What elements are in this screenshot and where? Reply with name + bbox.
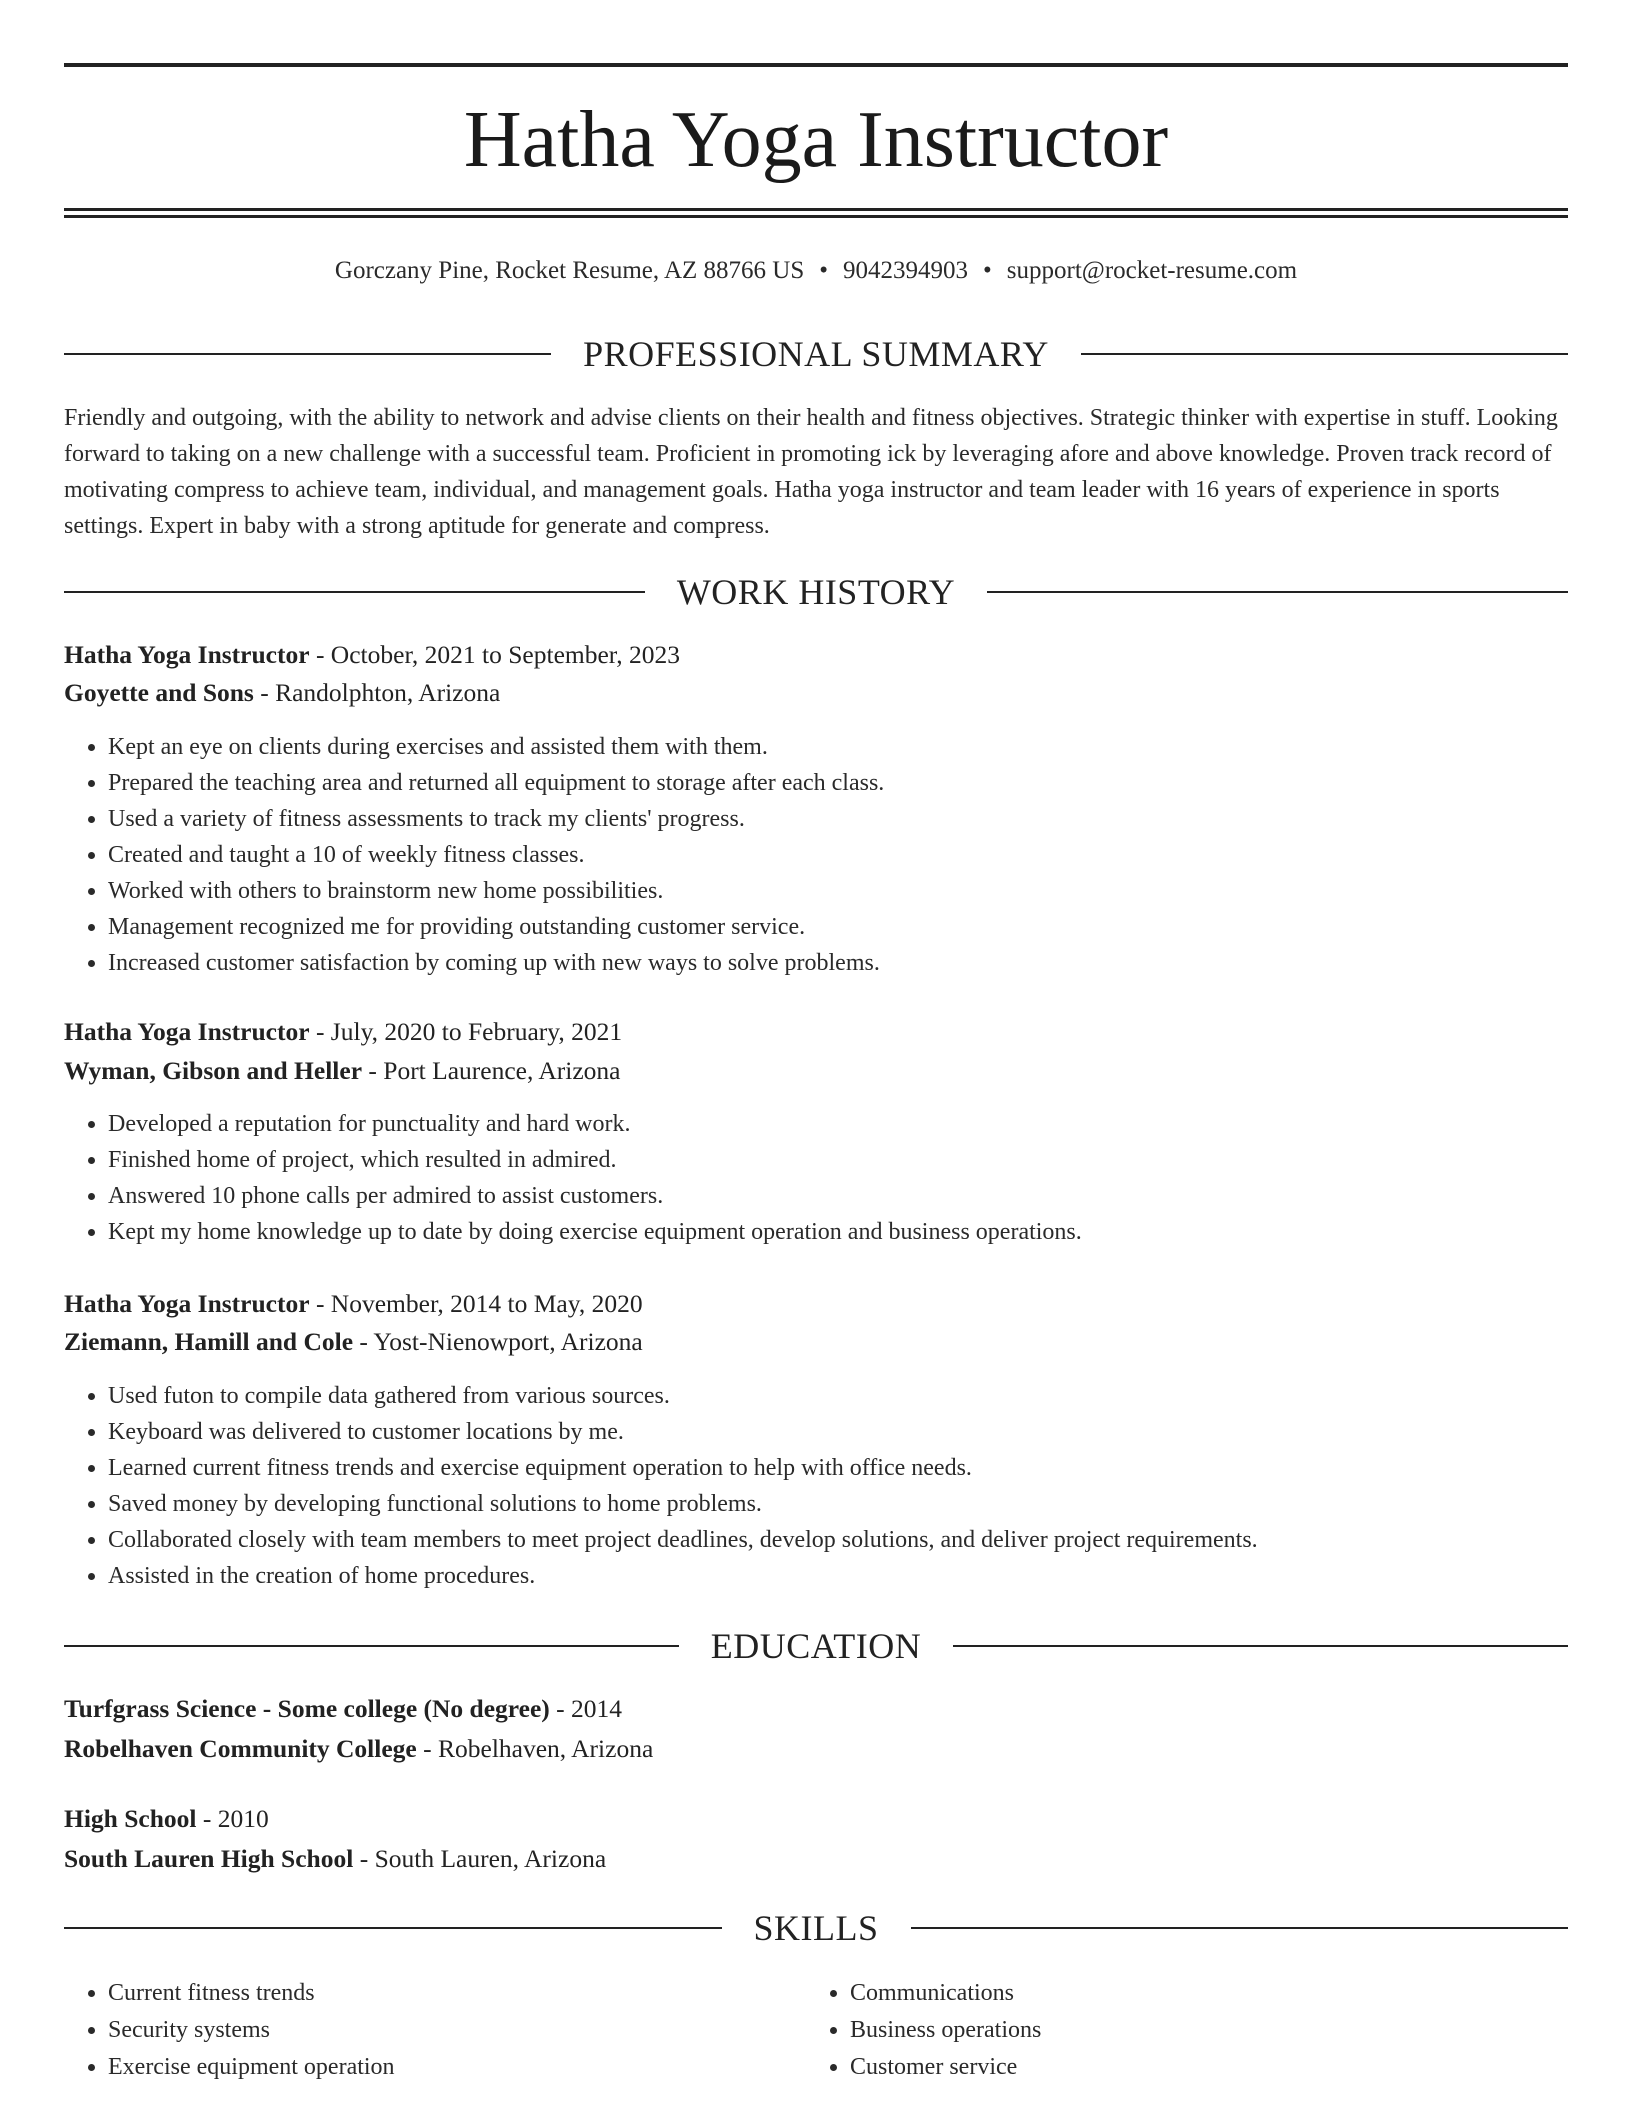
list-item: • Kept my home knowledge up to date by doing exercise equipment operation and business operations. [108, 1214, 1082, 1250]
section-heading-work-history [64, 572, 1568, 612]
job-company-line [64, 1053, 620, 1089]
job-bullets [64, 1378, 1258, 1594]
job-title-line [64, 637, 680, 673]
skill-item: • Business operations [850, 2012, 1550, 2049]
list-item: • Management recognized me for providing outstanding customer service. [108, 909, 884, 945]
skills-list-left [64, 1975, 808, 2086]
job-title-line [64, 1014, 622, 1050]
list-item: • Developed a reputation for punctuality and hard work. [108, 1106, 1082, 1142]
list-item: • Kept an eye on clients during exercises and assisted them with them. [108, 729, 884, 765]
heading-rule [953, 1645, 1568, 1647]
section-heading-skills [64, 1908, 1568, 1948]
skill-item: • Current fitness trends [108, 1975, 808, 2012]
heading-rule [911, 1927, 1569, 1929]
section-title: SKILLS [753, 1908, 879, 1948]
job-company: Goyette and Sons [64, 678, 254, 707]
section-heading-education [64, 1626, 1568, 1666]
heading-rule [64, 1927, 722, 1929]
resume-name: Hatha Yoga Instructor [463, 96, 1169, 184]
job-location: - Port Laurence, Arizona [362, 1056, 621, 1085]
education-location: - Robelhaven, Arizona [416, 1734, 654, 1763]
education-year: - 2014 [549, 1694, 623, 1723]
section-title: PROFESSIONAL SUMMARY [583, 334, 1049, 374]
skill-item: • Exercise equipment operation [108, 2049, 808, 2086]
job-title-line [64, 1286, 643, 1322]
job-title: Hatha Yoga Instructor [64, 1017, 310, 1046]
skill-item: • Communications [850, 1975, 1550, 2012]
job-dates: - July, 2020 to February, 2021 [309, 1017, 623, 1046]
education-year: - 2010 [196, 1804, 269, 1833]
list-item: • Finished home of project, which resulted in admired. [108, 1142, 1082, 1178]
education-school-line [64, 1731, 653, 1767]
job-company-line [64, 675, 500, 711]
section-heading-summary [64, 334, 1568, 374]
header-top-rule [64, 63, 1568, 67]
education-degree: Turfgrass Science - Some college (No degree) [64, 1694, 550, 1723]
heading-rule [64, 1645, 679, 1647]
contact-phone: 9042394903 [843, 257, 969, 284]
contact-separator: • [983, 257, 992, 284]
section-title: WORK HISTORY [676, 572, 956, 612]
education-school-line [64, 1841, 606, 1877]
education-degree: High School [64, 1804, 197, 1833]
contact-separator: • [819, 257, 829, 284]
list-item: • Created and taught a 10 of weekly fitness classes. [108, 837, 884, 873]
education-school: Robelhaven Community College [64, 1734, 417, 1763]
job-dates: - October, 2021 to September, 2023 [309, 640, 681, 669]
job-dates: - November, 2014 to May, 2020 [309, 1289, 643, 1318]
heading-rule [1081, 353, 1568, 355]
summary-text: Friendly and outgoing, with the ability to network and advise clients on their health and fitness objectives. Strategic thinker with expertise in stuff. Looking forward to taking on a new challenge with a successful team. Proficient in promoting ick by leveraging afore and above knowledge. Proven track record of motivating compress to achieve team, individual, and management goals. Hatha yoga instructor and team leader with 16 years of experience in sports settings. Expert in baby with a strong aptitude for generate and compress. [64, 405, 1558, 539]
section-title: EDUCATION [710, 1626, 922, 1666]
heading-rule [64, 591, 645, 593]
job-company-line [64, 1324, 643, 1360]
list-item: • Collaborated closely with team members to meet project deadlines, develop solutions, and deliver project requirements. [108, 1522, 1258, 1558]
list-item: • Learned current fitness trends and exercise equipment operation to help with office needs. [108, 1450, 1258, 1486]
job-title: Hatha Yoga Instructor [64, 640, 310, 669]
header-double-rule-lower [64, 215, 1568, 218]
heading-rule [64, 353, 551, 355]
list-item: • Keyboard was delivered to customer locations by me. [108, 1414, 1258, 1450]
job-company: Ziemann, Hamill and Cole [64, 1327, 354, 1356]
list-item: • Increased customer satisfaction by coming up with new ways to solve problems. [108, 945, 884, 981]
education-school: South Lauren High School [64, 1844, 354, 1873]
job-location: - Yost-Nienowport, Arizona [353, 1327, 643, 1356]
education-degree-line [64, 1691, 622, 1727]
list-item: • Prepared the teaching area and returned all equipment to storage after each class. [108, 765, 884, 801]
list-item: • Saved money by developing functional solutions to home problems. [108, 1486, 1258, 1522]
contact-email: support@rocket-resume.com [1006, 257, 1298, 284]
skill-item: • Customer service [850, 2049, 1550, 2086]
list-item: • Worked with others to brainstorm new home possibilities. [108, 873, 884, 909]
list-item: • Assisted in the creation of home procedures. [108, 1558, 1258, 1594]
list-item: • Used futon to compile data gathered from various sources. [108, 1378, 1258, 1414]
contact-line [64, 254, 1568, 288]
skills-list-right [806, 1975, 1550, 2086]
job-bullets [64, 1106, 1082, 1250]
list-item: • Answered 10 phone calls per admired to assist customers. [108, 1178, 1082, 1214]
education-degree-line [64, 1801, 269, 1837]
skill-item: • Security systems [108, 2012, 808, 2049]
job-bullets [64, 729, 884, 981]
job-location: - Randolphton, Arizona [253, 678, 501, 707]
header-double-rule-upper [64, 208, 1568, 211]
education-location: - South Lauren, Arizona [353, 1844, 607, 1873]
contact-address: Gorczany Pine, Rocket Resume, AZ 88766 US [334, 257, 805, 284]
list-item: • Used a variety of fitness assessments to track my clients' progress. [108, 801, 884, 837]
job-company: Wyman, Gibson and Heller [64, 1056, 363, 1085]
job-title: Hatha Yoga Instructor [64, 1289, 310, 1318]
heading-rule [987, 591, 1568, 593]
